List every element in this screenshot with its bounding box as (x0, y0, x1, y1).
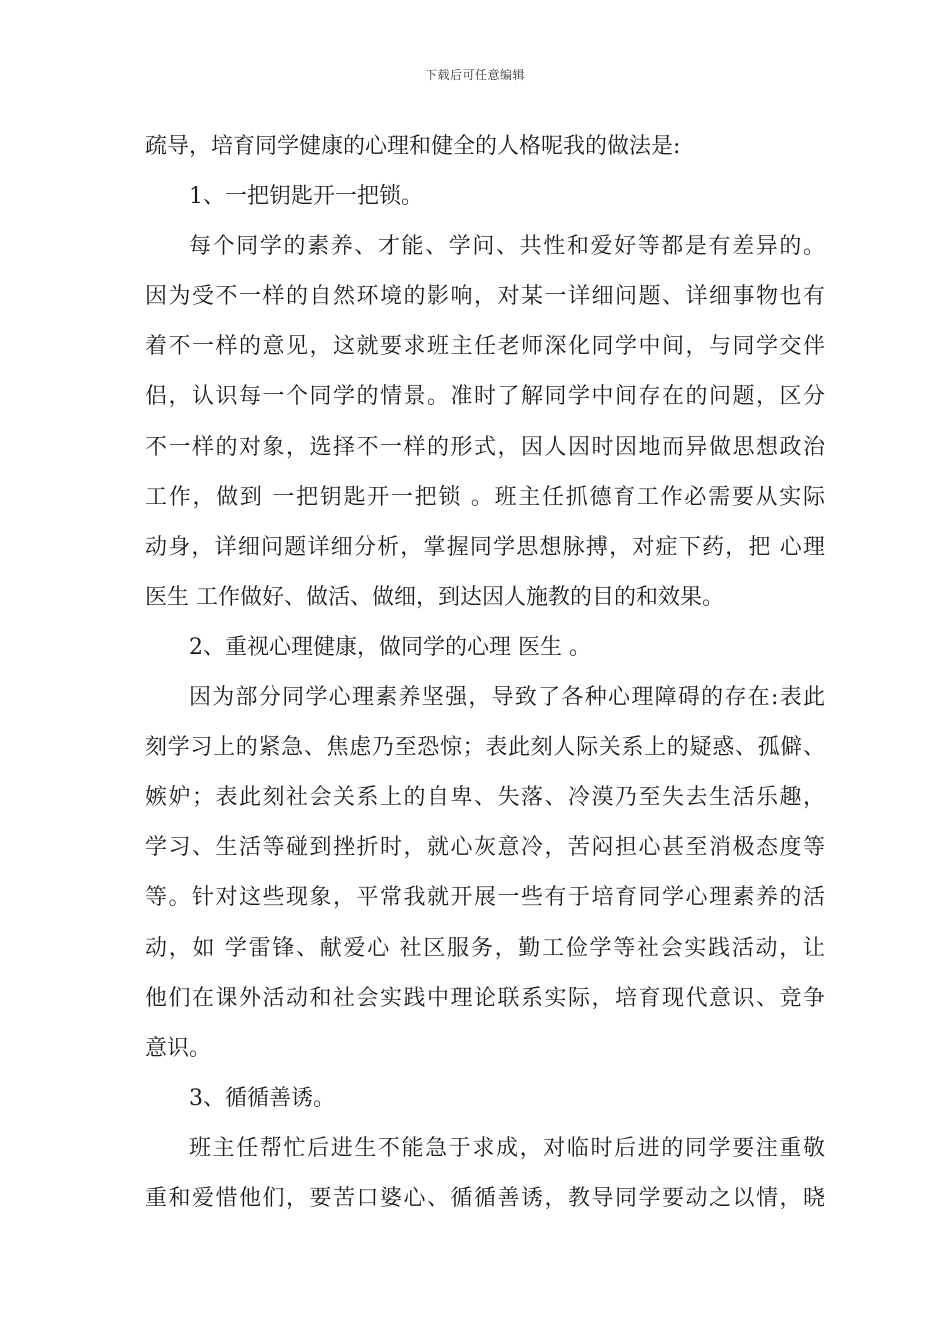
text-line: 侣，认识每一个同学的情景。准时了解同学中间存在的问题，区分 (145, 384, 825, 410)
text-line: 2、重视心理健康，做同学的心理 医生 。 (189, 634, 591, 660)
text-line: 他们在课外活动和社会实践中理论联系实际，培育现代意识、竞争 (145, 985, 825, 1011)
text-line: 着不一样的意见，这就要求班主任老师深化同学中间，与同学交伴 (145, 334, 825, 360)
text-line: 学习、生活等碰到挫折时，就心灰意冷，苦闷担心甚至消极态度等 (145, 835, 825, 861)
text-line: 疏导，培育同学健康的心理和健全的人格呢我的做法是: (145, 134, 681, 159)
text-line: 3、循循善诱。 (189, 1085, 335, 1111)
text-line: 动，如 学雷锋、献爱心 社区服务，勤工俭学等社会实践活动，让 (145, 935, 825, 961)
text-line: 班主任帮忙后进生不能急于求成，对临时后进的同学要注重敬 (189, 1135, 825, 1161)
text-line: 刻学习上的紧急、焦虑乃至恐惊；表此刻人际关系上的疑惑、孤僻、 (145, 735, 825, 761)
text-line: 嫉妒；表此刻社会关系上的自卑、失落、冷漠乃至失去生活乐趣， (145, 785, 825, 811)
text-line: 动身，详细问题详细分析，掌握同学思想脉搏，对症下药，把 心理 (145, 534, 825, 560)
text-line: 重和爱惜他们，要苦口婆心、循循善诱，教导同学要动之以情，晓 (145, 1185, 825, 1211)
page-header: 下载后可任意编辑 (424, 68, 525, 82)
text-line: 医生 工作做好、做活、做细，到达因人施教的目的和效果。 (145, 584, 724, 610)
text-line: 不一样的对象，选择不一样的形式，因人因时因地而异做思想政治 (145, 434, 825, 460)
text-line: 工作，做到 一把钥匙开一把锁 。班主任抓德育工作必需要从实际 (145, 484, 825, 510)
text-line: 意识。 (145, 1035, 212, 1061)
text-line: 因为受不一样的自然环境的影响，对某一详细问题、详细事物也有 (145, 284, 825, 310)
document-body (145, 122, 825, 1224)
text-line: 1、一把钥匙开一把锁。 (189, 184, 423, 210)
text-line: 每个同学的素养、才能、学问、共性和爱好等都是有差异的。 (189, 234, 825, 260)
text-line: 因为部分同学心理素养坚强，导致了各种心理障碍的存在:表此 (189, 685, 825, 711)
text-line: 等。针对这些现象，平常我就开展一些有于培育同学心理素养的活 (145, 885, 825, 911)
